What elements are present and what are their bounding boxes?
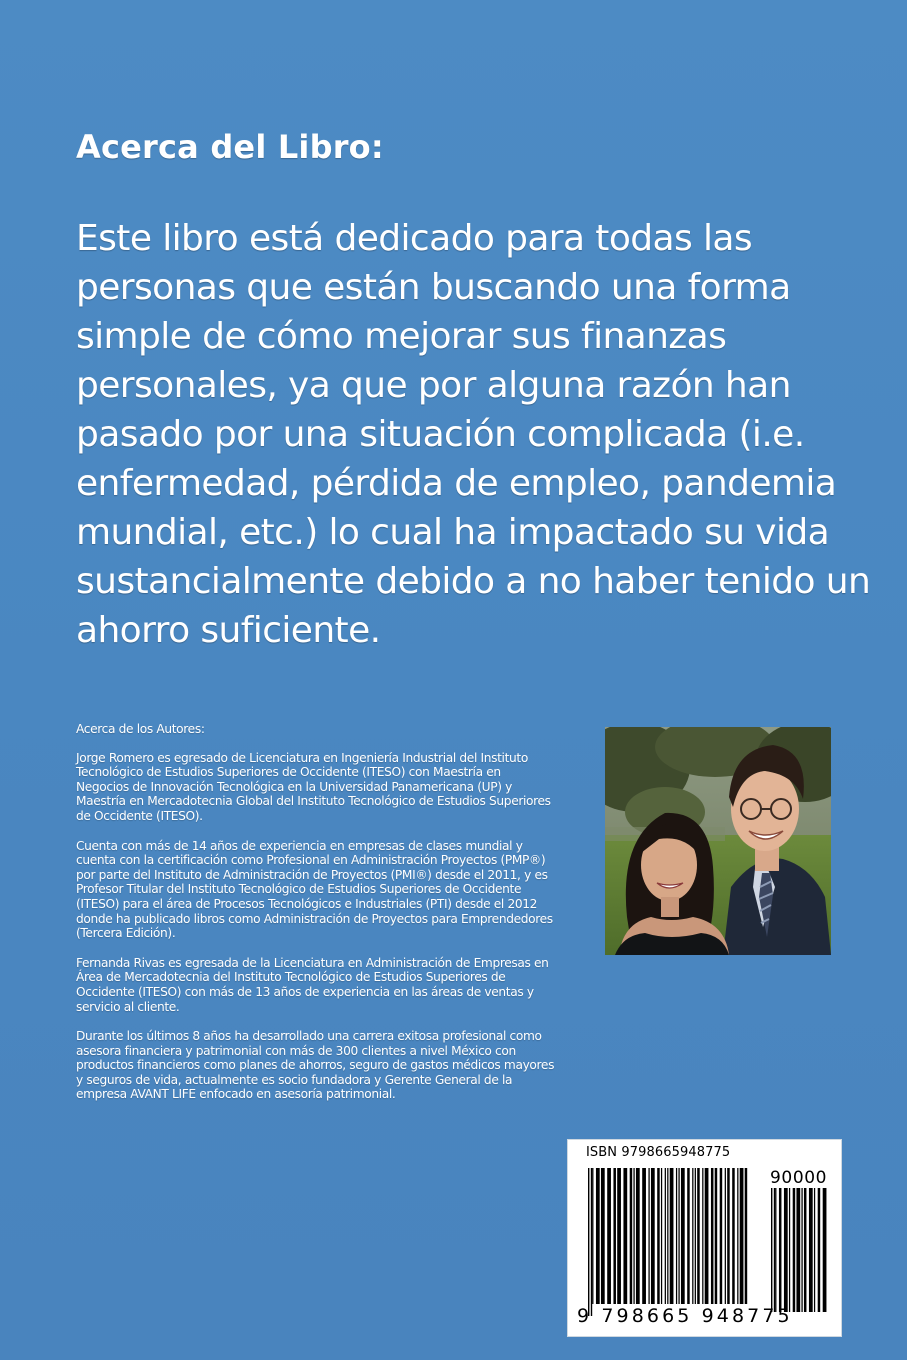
barcode-bar [774,1188,775,1312]
barcode-bar [596,1168,600,1304]
about-authors-heading: Acerca de los Autores: [76,722,205,736]
barcode-bar [775,1188,776,1312]
barcode-bar [670,1168,674,1304]
barcode-bar [687,1168,690,1304]
author-bio-paragraph: Jorge Romero es egresado de Licenciatura en Ingeniería Industrial del Instituto Tecnológico de Estudios Superiores de Occidente (ITESO) con Maestría en Negocios de Innovación Tecnológica en la Universidad Panamericana (UP) y Maestría en Mercadotecnia Global del Instituto Tecnológico de Estudios Superiores de Occidente (ITESO). [76,750,551,823]
addon-barcode-bars [771,1188,831,1312]
author-bio-paragraph: Fernanda Rivas es egresada de la Licenciatura en Administración de Empresas en Área de Mercadotecnia del Instituto Tecnológico de Estudios Superiores de Occidente (ITESO) con más de 13 años de experiencia en las áreas de ventas y servicio al cliente. [76,955,549,1014]
barcode-bar [661,1168,662,1304]
barcode-bar [801,1188,802,1312]
barcode-bar [607,1168,611,1304]
barcode-bar [737,1168,738,1304]
barcode-bar [745,1168,748,1304]
barcode-bar [651,1168,655,1304]
barcode-bar [676,1168,677,1304]
barcode-bar [697,1168,700,1304]
barcode-bar [715,1168,718,1304]
barcode-bar [818,1188,821,1312]
barcode-bar [732,1168,735,1304]
barcode-bar [793,1188,796,1312]
barcode-bar [591,1168,592,1316]
barcode-bar [636,1168,640,1304]
barcode-bar [665,1168,666,1304]
barcode-digits: 9 798665 948775 [577,1305,793,1327]
barcode-bar [613,1168,616,1304]
barcode-bar [678,1168,679,1304]
authors-photo-illustration [605,727,831,955]
author-bio-paragraph: Durante los últimos 8 años ha desarrollado una carrera exitosa profesional como asesora financiera y patrimonial con más de 300 clientes a nivel México con productos financieros como planes de ahorros, seguro de gastos médicos mayores y seguros de vida, actualmente es socio fundadora y Gerente General de la empresa AVANT LIFE enfocado en asesoría patrimonial. [76,1029,555,1102]
barcode-addon-number: 90000 [770,1168,828,1188]
barcode-bar [727,1168,730,1304]
barcode-bar [796,1188,800,1312]
barcode-bar [617,1168,621,1304]
barcode-bar [725,1168,726,1304]
barcode-bar [711,1168,714,1304]
isbn-barcode [567,1139,842,1337]
authors-photo [605,727,831,955]
barcode-bar [740,1168,744,1304]
ean-barcode-bars [588,1168,754,1316]
barcode-bar [702,1168,703,1304]
barcode-bar [657,1168,660,1304]
about-book-heading: Acerca del Libro: [76,128,384,166]
barcode-bar [705,1168,709,1304]
about-authors-section [76,722,556,1117]
barcode-bar [588,1168,589,1316]
barcode-bar [601,1168,605,1304]
barcode-bar [681,1168,685,1304]
barcode-bar [809,1188,813,1312]
barcode-bar [648,1168,649,1304]
barcode-bar [720,1168,723,1304]
author-bio-paragraph: Cuenta con más de 14 años de experiencia en empresas de clases mundial y cuenta con la certificación como Profesional en Administración Proyectos (PMP®) por parte del Instituto de Administración de Proyectos (PMI®) desde el 2011, y es Profesor Titular del Instituto Tecnológico de Estudios Superiores de Occidente (ITESO) para el área de Procesos Tecnológicos e Industriales (PTI) desde el 2012 donde ha publicado libros como Administración de Proyectos para Emprendedores (Tercera Edición). [76,838,553,941]
barcode-bar [592,1168,593,1304]
isbn-label: ISBN 9798665948775 [586,1145,731,1160]
barcode-bar [623,1168,627,1304]
barcode-bar [630,1168,633,1304]
barcode-bar [692,1168,693,1304]
barcode-bar [695,1168,696,1304]
book-description: Este libro está dedicado para todas las personas que están buscando una forma simple de cómo mejorar sus finanzas personales, ya que por alguna razón han pasado por una situación complicada (i.e. enfermedad, pérdida de empleo, pandemia mundial, etc.) lo cual ha impactado su vida sustancialmente debido a no haber tenido un ahorro suficiente. [76,218,871,651]
barcode-bar [642,1168,646,1304]
barcode-bar [814,1188,815,1312]
barcode-bar [633,1168,634,1304]
barcode-bar [667,1168,668,1304]
barcode-bar [804,1188,807,1312]
barcode-bar [789,1188,790,1312]
barcode-bar [771,1188,772,1312]
barcode-bar [779,1188,782,1312]
barcode-bar [823,1188,827,1312]
barcode-bar [784,1188,788,1312]
